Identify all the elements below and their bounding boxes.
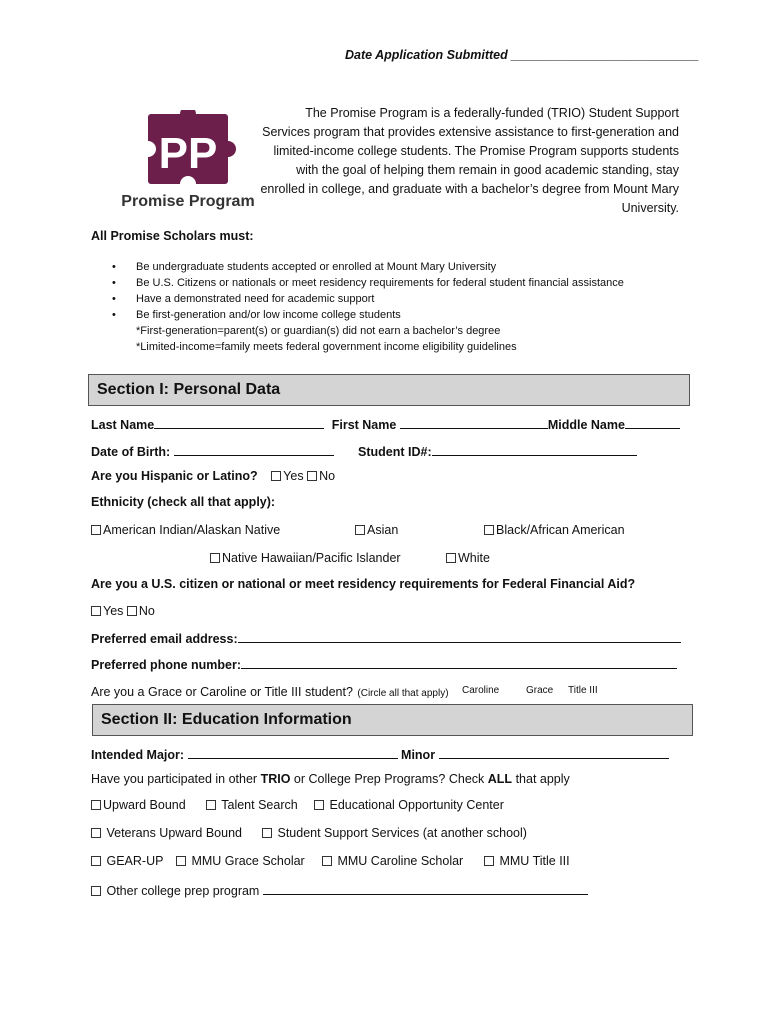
ethnicity-option[interactable]: American Indian/Alaskan Native (91, 523, 280, 537)
ethnicity-option[interactable]: Black/African American (484, 523, 625, 537)
phone-label: Preferred phone number: (91, 656, 677, 672)
program-option[interactable]: Upward Bound (91, 798, 186, 812)
program-checkbox[interactable] (206, 800, 216, 810)
ethnicity-checkbox[interactable] (91, 525, 101, 535)
program-checkbox[interactable] (322, 856, 332, 866)
other-program-checkbox[interactable] (91, 886, 101, 896)
logo-name: Promise Program (121, 193, 255, 210)
ethnicity-checkbox[interactable] (355, 525, 365, 535)
major-field[interactable] (188, 746, 398, 759)
ethnicity-option[interactable]: Native Hawaiian/Pacific Islander (210, 551, 401, 565)
section-1-header: Section I: Personal Data (88, 374, 690, 406)
program-option[interactable]: Veterans Upward Bound (91, 826, 242, 840)
grace-row: Are you a Grace or Caroline or Title III student? (Circle all that apply) (91, 685, 449, 699)
other-program-row: Other college prep program (91, 882, 588, 898)
citizen-question: Are you a U.S. citizen or national or meet residency requirements for Federal Financial Aid? (91, 577, 636, 591)
hispanic-no-checkbox[interactable] (307, 471, 317, 481)
program-option[interactable]: Talent Search (206, 798, 298, 812)
ethnicity-checkbox[interactable] (210, 553, 220, 563)
ethnicity-checkbox[interactable] (484, 525, 494, 535)
last-name-field[interactable] (154, 416, 324, 429)
grace-option-title3[interactable]: Title III (568, 685, 598, 696)
logo-letters: PP (158, 129, 218, 178)
phone-field[interactable] (241, 656, 677, 669)
promise-program-logo (118, 110, 263, 210)
name-row: Last Name First Name Middle Name (91, 416, 680, 432)
email-label: Preferred email address: (91, 630, 681, 646)
date-submitted-label: Date Application Submitted ___________________________ (345, 48, 699, 62)
program-checkbox[interactable] (314, 800, 324, 810)
list-item: • Have a demonstrated need for academic support (112, 291, 624, 307)
program-checkbox[interactable] (176, 856, 186, 866)
ethnicity-label: Ethnicity (check all that apply): (91, 495, 276, 509)
other-program-field[interactable] (263, 882, 588, 895)
middle-name-field[interactable] (625, 416, 680, 429)
list-item: • Be U.S. Citizens or nationals or meet residency requirements for federal student financial assistance (112, 275, 624, 291)
date-submitted-field[interactable]: ___________________________ (511, 48, 699, 62)
note-first-generation: *First-generation=parent(s) or guardian(s) did not earn a bachelor’s degree (136, 325, 501, 337)
program-option[interactable]: MMU Caroline Scholar (322, 854, 463, 868)
program-checkbox[interactable] (91, 856, 101, 866)
intro-paragraph: The Promise Program is a federally-funded (TRIO) Student Support Services program that provides extensive assistance to first-generation and limited-income college students. The Promise Program supports students with the goal of helping them remain in good academic standing, stay enrolled in college, and graduate with a bachelor’s degree from Mount Mary University. (260, 106, 679, 215)
program-checkbox[interactable] (91, 828, 101, 838)
requirements-heading: All Promise Scholars must: (91, 229, 254, 243)
hispanic-row: Are you Hispanic or Latino? Yes No (91, 469, 336, 483)
section-2-header: Section II: Education Information (92, 704, 693, 736)
note-limited-income: *Limited-income=family meets federal government income eligibility guidelines (136, 341, 517, 353)
requirements-list (112, 259, 624, 355)
program-option[interactable]: MMU Title III (484, 854, 570, 868)
list-item: • Be first-generation and/or low income college students (112, 307, 624, 323)
program-option[interactable]: Educational Opportunity Center (314, 798, 504, 812)
ethnicity-option[interactable]: Asian (355, 523, 398, 537)
program-checkbox[interactable] (262, 828, 272, 838)
program-option[interactable]: Student Support Services (at another school) (262, 826, 527, 840)
trio-question: Have you participated in other TRIO or College Prep Programs? Check ALL that apply (91, 772, 570, 786)
dob-field[interactable] (174, 443, 334, 456)
grace-option-grace[interactable]: Grace (526, 685, 554, 696)
puzzle-logo-icon (118, 110, 263, 210)
citizen-no-checkbox[interactable] (127, 606, 137, 616)
program-checkbox[interactable] (91, 800, 101, 810)
citizen-yes-checkbox[interactable] (91, 606, 101, 616)
major-row: Intended Major: Minor (91, 746, 669, 762)
program-checkbox[interactable] (484, 856, 494, 866)
hispanic-yes-checkbox[interactable] (271, 471, 281, 481)
student-id-label: Student ID#: (358, 443, 637, 459)
student-id-field[interactable] (432, 443, 637, 456)
citizen-options: Yes No (91, 604, 155, 618)
program-option[interactable]: MMU Grace Scholar (176, 854, 305, 868)
minor-field[interactable] (439, 746, 669, 759)
program-option[interactable]: GEAR-UP (91, 854, 163, 868)
email-field[interactable] (238, 630, 681, 643)
dob-label: Date of Birth: (91, 443, 334, 459)
ethnicity-option[interactable]: White (446, 551, 490, 565)
list-item: • Be undergraduate students accepted or enrolled at Mount Mary University (112, 259, 624, 275)
first-name-field[interactable] (400, 416, 548, 429)
grace-option-caroline[interactable]: Caroline (462, 685, 500, 696)
ethnicity-checkbox[interactable] (446, 553, 456, 563)
